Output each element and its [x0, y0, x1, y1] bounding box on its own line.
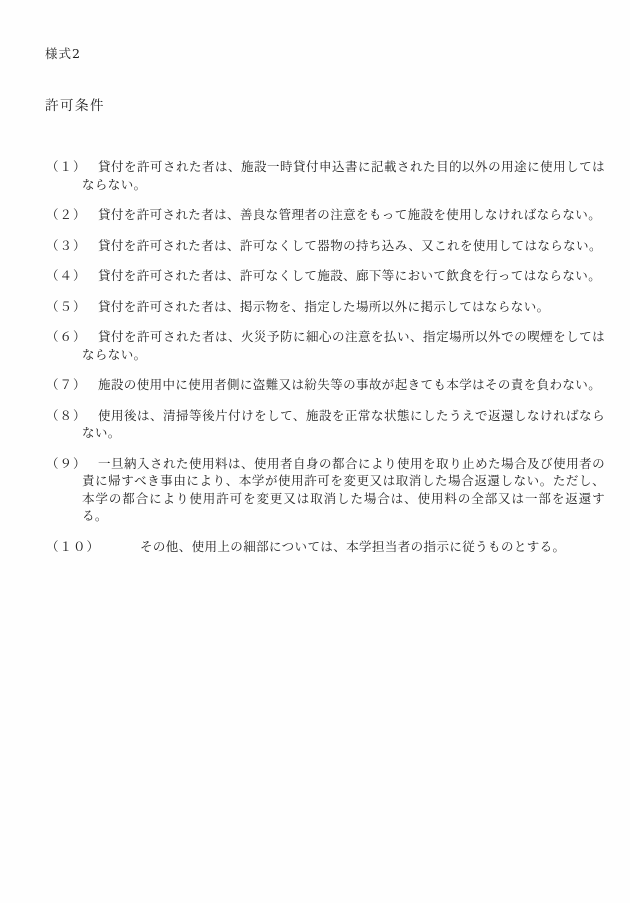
- condition-text: 貸付を許可された者は、善良な管理者の注意をもって施設を使用しなければならない。: [98, 207, 602, 222]
- condition-number: （２）: [46, 207, 87, 222]
- condition-text: 使用後は、清掃等後片付けをして、施設を正常な状態にしたうえで返還しなければならない。: [82, 407, 605, 440]
- condition-text: 貸付を許可された者は、火災予防に細心の注意を払い、指定場所以外での喫煙をしてはならない。: [82, 329, 605, 362]
- condition-number: （３）: [46, 237, 87, 253]
- condition-item: [46, 237, 605, 255]
- condition-number: （６）: [46, 329, 87, 344]
- condition-number: （１）: [46, 159, 87, 174]
- condition-item: [46, 328, 605, 363]
- condition-text: 貸付を許可された者は、掲示物を、指定した場所以外に掲示してはならない。: [98, 298, 550, 314]
- condition-item: [46, 376, 605, 394]
- condition-text: 貸付を許可された者は、許可なくして施設、廊下等において飲食を行ってはならない。: [98, 268, 602, 283]
- conditions-list: [46, 158, 606, 568]
- condition-item: [46, 158, 605, 193]
- condition-number: （９）: [46, 455, 87, 471]
- condition-number: （８）: [46, 407, 87, 423]
- condition-number: （７）: [46, 377, 87, 392]
- condition-text: 施設の使用中に使用者側に盗難又は紛失等の事故が起きても本学はその責を負わない。: [98, 377, 602, 392]
- condition-text: 貸付を許可された者は、許可なくして器物の持ち込み、又これを使用してはならない。: [98, 237, 602, 253]
- condition-item: [46, 538, 605, 556]
- form-label: 様式2: [45, 46, 81, 61]
- condition-item: [46, 407, 605, 442]
- condition-number: （４）: [46, 268, 87, 283]
- condition-item: [46, 455, 605, 525]
- page-title: 許可条件: [45, 98, 105, 114]
- condition-item: [46, 206, 605, 224]
- condition-item: [46, 267, 605, 285]
- condition-text: 貸付を許可された者は、施設一時貸付申込書に記載された目的以外の用途に使用してはならない。: [82, 159, 605, 192]
- condition-item: [46, 298, 605, 316]
- condition-text: その他、使用上の細部については、本学担当者の指示に従うものとする。: [140, 538, 566, 554]
- condition-number: （５）: [46, 298, 87, 314]
- condition-number: （１０）: [46, 538, 101, 554]
- condition-text: 一旦納入された使用料は、使用者自身の都合により使用を取り止めた場合及び使用者の責に帰すべき事由により、本学が使用許可を変更又は取消した場合返還しない。ただし、本学の都合により使用許可を変更又は取消した場合は、使用料の全部又は一部を返還する。: [82, 455, 605, 523]
